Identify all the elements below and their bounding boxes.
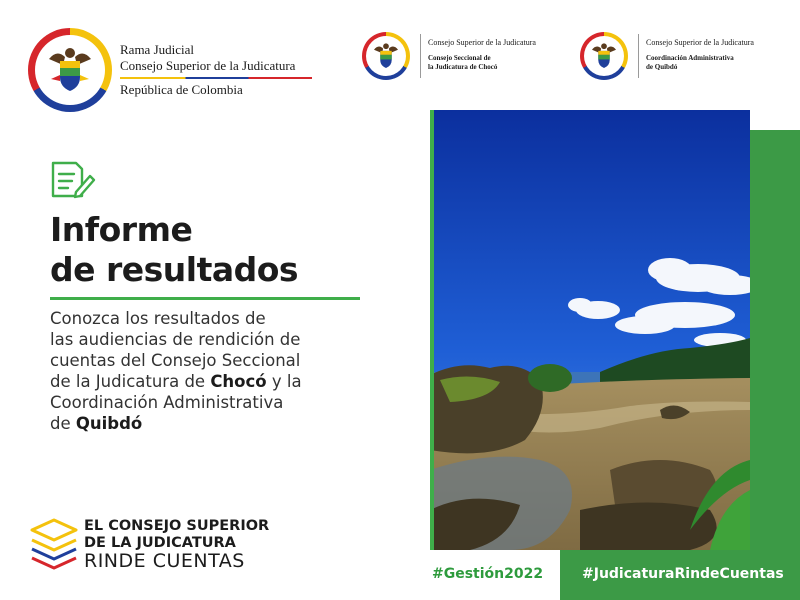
flag-divider: [120, 77, 312, 79]
rinde-cuentas-logo-icon: [28, 518, 80, 576]
body-bold-quibdo: Quibdó: [75, 414, 143, 433]
title-line1: Informe: [50, 210, 193, 249]
seccional-text: [428, 38, 536, 72]
beach-photo: [430, 110, 750, 550]
coordinacion-divider: [638, 34, 639, 78]
body-text-segment: y la: [266, 372, 302, 391]
seccional-seal: [362, 32, 410, 80]
rinde-line3: RINDE CUENTAS: [84, 550, 245, 572]
coordinacion-sub2: de Quibdó: [646, 63, 678, 71]
coat-of-arms-icon: [366, 36, 406, 76]
coat-of-arms-icon: [35, 35, 105, 105]
coat-of-arms-icon: [584, 36, 624, 76]
seccional-divider: [420, 34, 421, 78]
org-name: [120, 42, 295, 74]
hashtag-rinde-cuentas: #JudicaturaRindeCuentas: [582, 566, 784, 582]
seccional-sub2: la Judicatura de Chocó: [428, 63, 498, 71]
photo-green-edge: [430, 110, 434, 550]
body-text-segment: de la Judicatura de: [50, 372, 211, 391]
org-country: República de Colombia: [120, 82, 243, 97]
coordinacion-head: Consejo Superior de la Judicatura: [646, 38, 754, 47]
green-accent-panel: [748, 130, 800, 600]
body-line: las audiencias de rendición de: [50, 330, 301, 349]
coordinacion-text: [646, 38, 754, 72]
document-edit-icon: [50, 160, 96, 204]
rinde-line2: DE LA JUDICATURA: [84, 535, 236, 551]
body-text-segment: de: [50, 414, 76, 433]
body-line: Conozca los resultados de: [50, 309, 266, 328]
title-line2: de resultados: [50, 250, 299, 289]
body-line: [50, 371, 390, 392]
body-line: cuentas del Consejo Seccional: [50, 351, 301, 370]
hashtag-gestion: #Gestión2022: [432, 566, 544, 582]
seccional-sub1: Consejo Seccional de: [428, 54, 491, 62]
title-underline: [50, 297, 360, 300]
org-line2: Consejo Superior de la Judicatura: [120, 58, 296, 73]
rinde-line1: EL CONSEJO SUPERIOR: [84, 518, 270, 534]
page-title: [50, 210, 298, 290]
coordinacion-seal: [580, 32, 628, 80]
body-bold-choco: Chocó: [210, 372, 267, 391]
coordinacion-sub1: Coordinación Administrativa: [646, 54, 734, 62]
body-line: Coordinación Administrativa: [50, 393, 284, 412]
body-text: [50, 308, 390, 434]
rama-judicial-seal: [28, 28, 112, 112]
body-line: [50, 413, 390, 434]
seccional-head: Consejo Superior de la Judicatura: [428, 38, 536, 47]
org-line1: Rama Judicial: [120, 42, 195, 57]
